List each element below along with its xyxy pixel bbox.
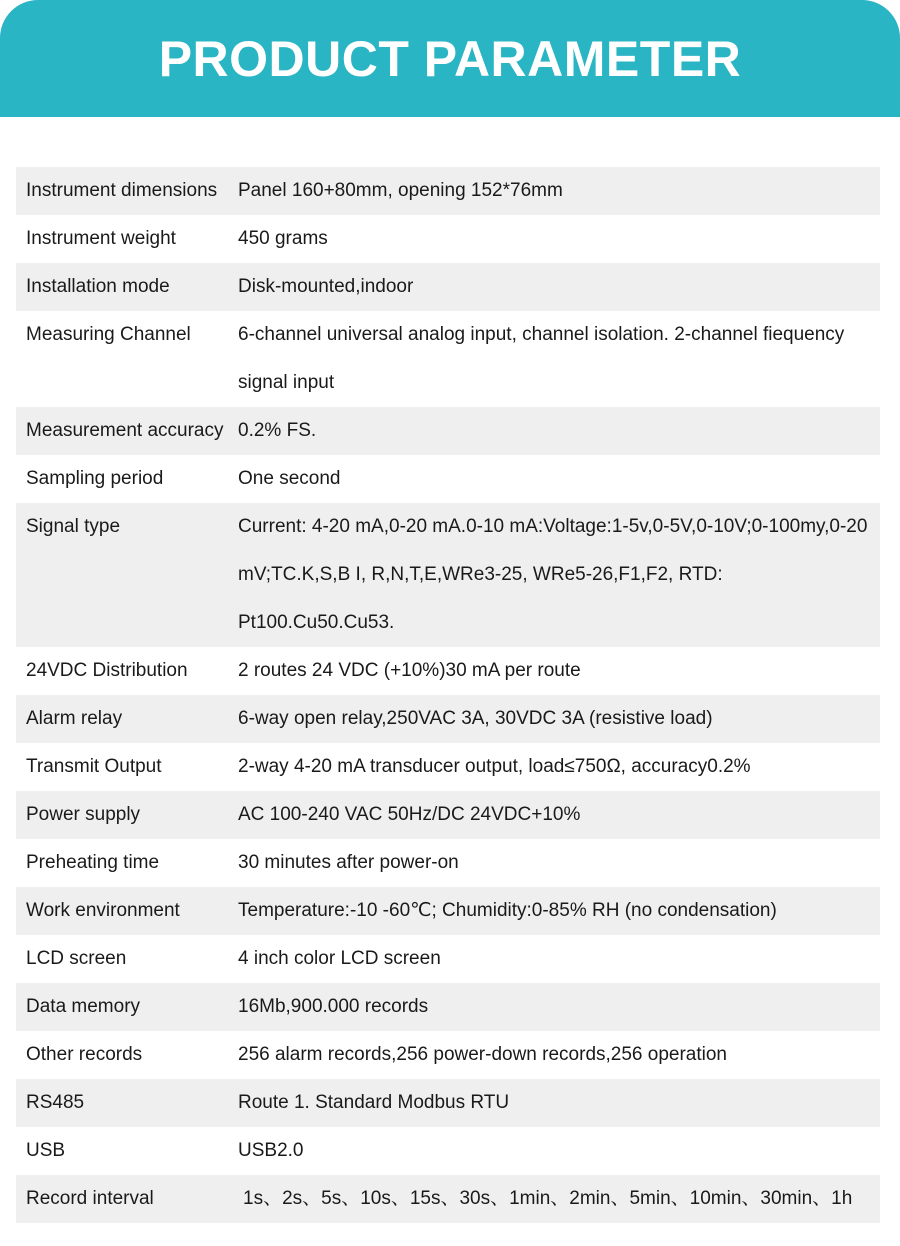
param-value: 0.2% FS.: [238, 420, 317, 441]
param-value: 2-way 4-20 mA transducer output, load≤750Ω, accuracy0.2%: [238, 756, 751, 777]
table-row: [16, 887, 880, 935]
table-row: [16, 407, 880, 455]
param-label: Transmit Output: [26, 756, 162, 777]
table-row: [16, 647, 880, 695]
param-label: Work environment: [26, 900, 180, 921]
param-value: 256 alarm records,256 power-down records,256 operation: [238, 1044, 727, 1065]
parameter-table: [16, 167, 880, 1223]
param-label: Sampling period: [26, 468, 164, 489]
param-value: 16Mb,900.000 records: [238, 996, 429, 1017]
param-value: USB2.0: [238, 1140, 304, 1161]
table-row: [16, 791, 880, 839]
param-label: Instrument weight: [26, 228, 176, 249]
table-row: [16, 695, 880, 743]
param-value: 6-channel universal analog input, channel isolation. 2-channel fiequency signal input: [238, 324, 845, 393]
param-value: AC 100-240 VAC 50Hz/DC 24VDC+10%: [238, 804, 581, 825]
param-value: 4 inch color LCD screen: [238, 948, 441, 969]
param-label: Power supply: [26, 804, 141, 825]
param-label: Instrument dimensions: [26, 180, 218, 201]
table-row: [16, 1175, 880, 1223]
param-value: Temperature:-10 -60℃; Chumidity:0-85% RH (no condensation): [238, 900, 777, 921]
table-row: [16, 983, 880, 1031]
table-row: [16, 311, 880, 407]
param-value: 2 routes 24 VDC (+10%)30 mA per route: [238, 660, 581, 681]
table-row: [16, 455, 880, 503]
param-value: Disk-mounted,indoor: [238, 276, 414, 297]
param-label: USB: [26, 1140, 66, 1161]
table-row: [16, 1031, 880, 1079]
table-row: [16, 167, 880, 215]
param-label: Installation mode: [26, 276, 170, 297]
param-label: Other records: [26, 1044, 143, 1065]
param-label: 24VDC Distribution: [26, 660, 188, 681]
param-label: Signal type: [26, 516, 121, 537]
param-value: 30 minutes after power-on: [238, 852, 459, 873]
table-row: [16, 935, 880, 983]
param-value: Route 1. Standard Modbus RTU: [238, 1092, 510, 1113]
param-value: Current: 4-20 mA,0-20 mA.0-10 mA:Voltage:1-5v,0-5V,0-10V;0-100my,0-20 mV;TC.K,S,B I, R,N,T,E,WRe3-25, WRe5-26,F1,F2, RTD: Pt100.Cu50.Cu53.: [238, 516, 868, 633]
param-value: Panel 160+80mm, opening 152*76mm: [238, 180, 563, 201]
param-value: 450 grams: [238, 228, 328, 249]
param-label: LCD screen: [26, 948, 127, 969]
param-label: Measurement accuracy: [26, 420, 224, 441]
table-row: [16, 1079, 880, 1127]
table-row: [16, 503, 880, 647]
param-label: Alarm relay: [26, 708, 123, 729]
table-row: [16, 1127, 880, 1175]
param-label: Record interval: [26, 1188, 154, 1209]
param-value: 1s、2s、5s、10s、15s、30s、1min、2min、5min、10min、30min、1h: [243, 1188, 853, 1209]
param-value: One second: [238, 468, 341, 489]
table-row: [16, 743, 880, 791]
param-value: 6-way open relay,250VAC 3A, 30VDC 3A (resistive load): [238, 708, 713, 729]
table-row: [16, 263, 880, 311]
param-label: Data memory: [26, 996, 141, 1017]
param-label: Preheating time: [26, 852, 160, 873]
param-label: RS485: [26, 1092, 85, 1113]
header-banner: [0, 0, 900, 117]
param-label: Measuring Channel: [26, 324, 191, 345]
page-title: PRODUCT PARAMETER: [158, 30, 742, 87]
table-row: [16, 839, 880, 887]
table-row: [16, 215, 880, 263]
